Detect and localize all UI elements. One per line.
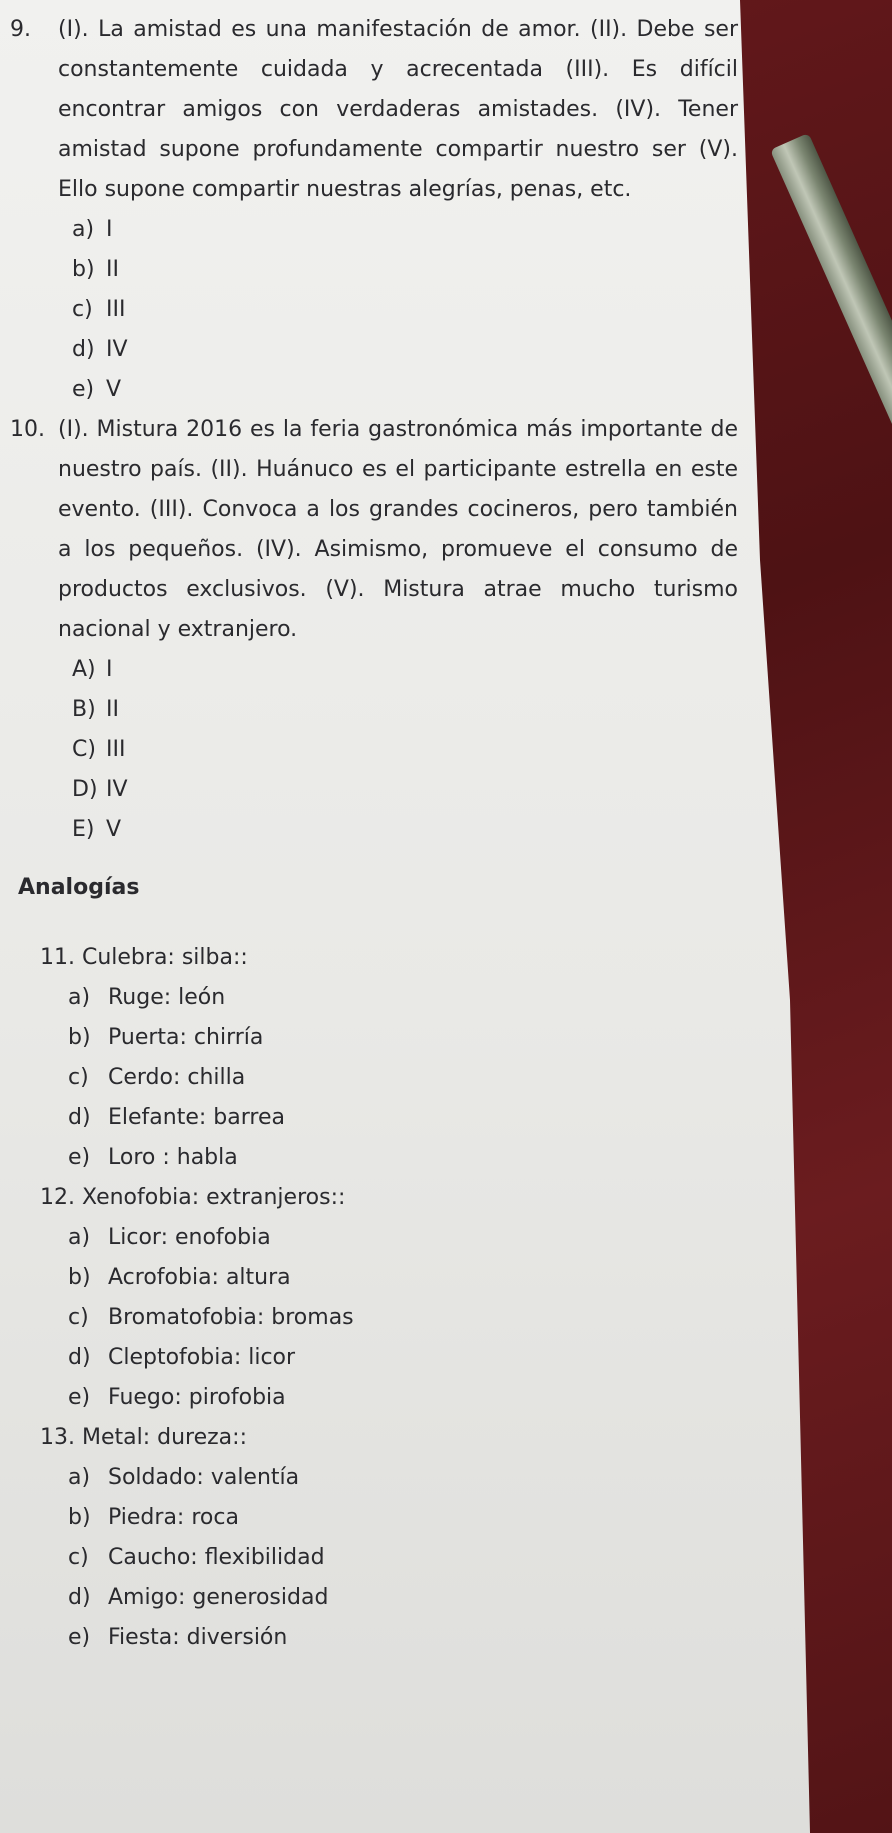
option[interactable]: E) V (72, 817, 122, 842)
option[interactable]: a) Soldado: valentía (68, 1465, 300, 1490)
option[interactable]: b) II (72, 257, 119, 282)
option[interactable]: d) IV (72, 337, 128, 362)
analogy-12-stem: 12. Xenofobia: extranjeros:: (40, 1185, 346, 1210)
option[interactable]: c) Cerdo: chilla (68, 1065, 246, 1090)
question-number: 10. (10, 417, 45, 442)
option[interactable]: c) III (72, 297, 126, 322)
option[interactable]: a) Ruge: león (68, 985, 226, 1010)
option[interactable]: b) Puerta: chirría (68, 1025, 264, 1050)
option[interactable]: C) III (72, 737, 126, 762)
question-10 (0, 410, 760, 650)
option[interactable]: b) Acrofobia: altura (68, 1265, 291, 1290)
question-9 (0, 10, 760, 210)
option[interactable]: e) Fuego: pirofobia (68, 1385, 286, 1410)
option[interactable]: d) Amigo: generosidad (68, 1585, 329, 1610)
option[interactable]: b) Piedra: roca (68, 1505, 239, 1530)
analogy-11-stem: 11. Culebra: silba:: (40, 945, 248, 970)
question-number: 9. (10, 17, 31, 42)
question-text: (I). La amistad es una manifestación de amor. (II). Debe ser constantemente cuidada y acrecentada (III). Es difícil encontrar amigos con verdaderas amistades. (IV). Tener amistad supone profundamente compartir nuestro ser (V). Ello supone compartir nuestras alegrías, penas, etc. (58, 17, 738, 202)
question-text: (I). Mistura 2016 es la feria gastronómica más importante de nuestro país. (II). Huánuco es el participante estrella en este evento. (III). Convoca a los grandes cocineros, pero también a los pequeños. (IV). Asimismo, promueve el consumo de productos exclusivos. (V). Mistura atrae mucho turismo nacional y extranjero. (58, 417, 738, 642)
option[interactable]: e) V (72, 377, 122, 402)
option[interactable]: A) I (72, 657, 113, 682)
option[interactable]: a) Licor: enofobia (68, 1225, 271, 1250)
option[interactable]: d) Cleptofobia: licor (68, 1345, 296, 1370)
option[interactable]: c) Caucho: flexibilidad (68, 1545, 325, 1570)
option[interactable]: a) I (72, 217, 113, 242)
section-title: Analogías (18, 875, 140, 900)
option[interactable]: c) Bromatofobia: bromas (68, 1305, 354, 1330)
option[interactable]: e) Loro : habla (68, 1145, 238, 1170)
option[interactable]: D) IV (72, 777, 128, 802)
option[interactable]: B) II (72, 697, 119, 722)
options-9 (0, 210, 760, 410)
option[interactable]: e) Fiesta: diversión (68, 1625, 288, 1650)
option[interactable]: d) Elefante: barrea (68, 1105, 285, 1130)
options-10 (0, 650, 760, 850)
analogy-13-stem: 13. Metal: dureza:: (40, 1425, 247, 1450)
